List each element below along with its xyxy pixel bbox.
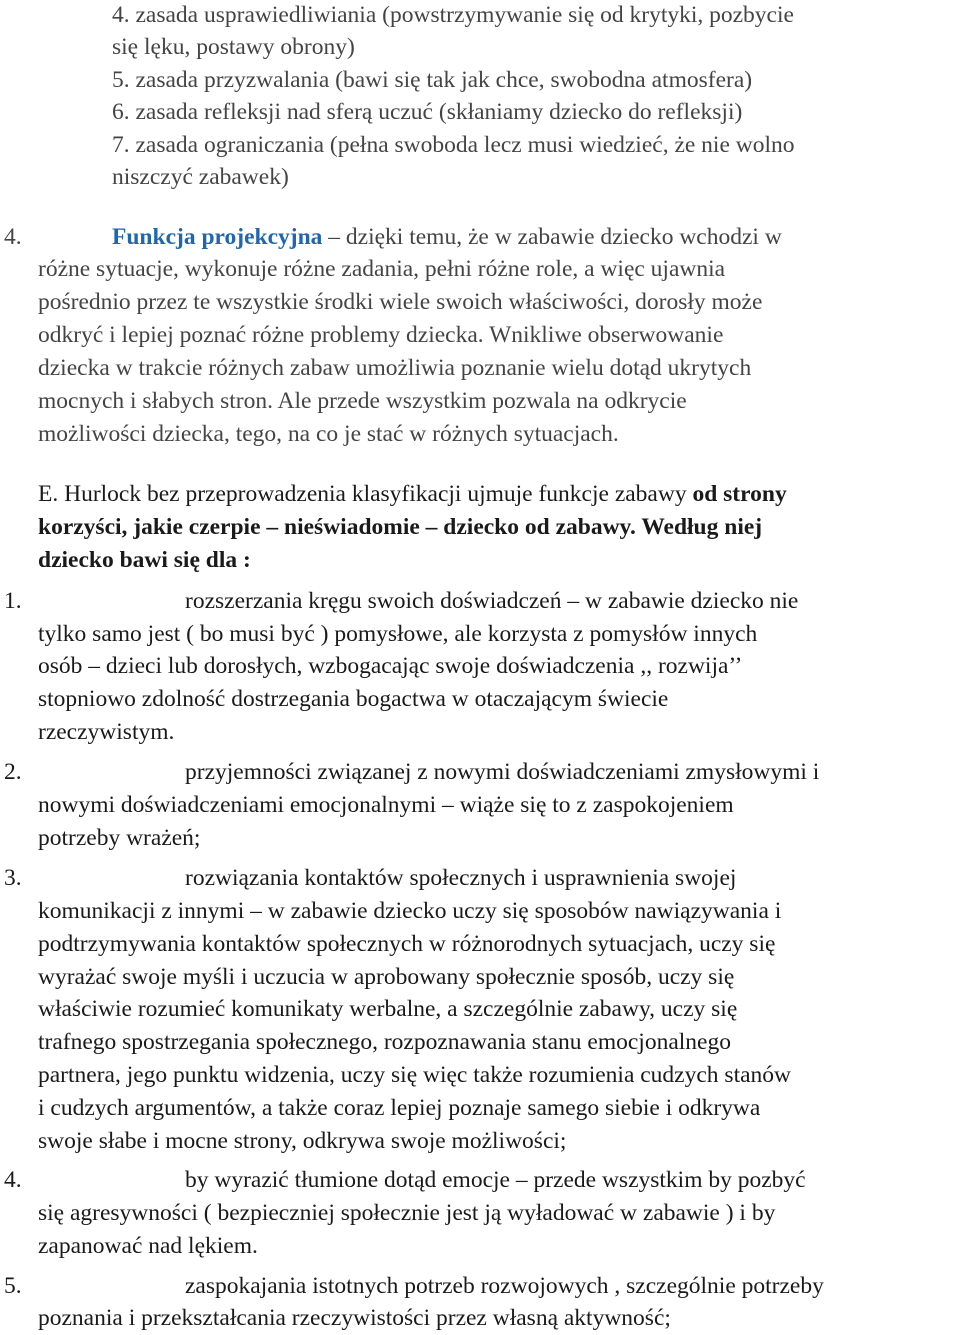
hurlock-bold-text: od strony [692,481,787,507]
hurlock-bold-text: korzyści, jakie czerpie – nieświadomie – dziecko od zabawy. Według niej [38,514,763,540]
principle-4: 4. zasada usprawiedliwiania (powstrzymywanie się od krytyki, pozbycie [112,2,794,28]
item-lead: przyjemności związanej z nowymi doświadczeniami zmysłowymi i [185,759,820,785]
section-first-line [112,221,782,254]
hurlock-line-3 [38,544,251,577]
principle-7: 7. zasada ograniczania (pełna swoboda lecz musi wiedzieć, że nie wolno [112,132,795,158]
item-line: trafnego spostrzegania społecznego, rozpoznawania stanu emocjonalnego [38,1029,731,1055]
item-line: stopniowo zdolność dostrzegania bogactwa w otaczającym świecie [38,686,669,712]
item-line: właściwie rozumieć komunikaty werbalne, a szczególnie zabawy, uczy się [38,996,738,1022]
item-number: 4. [4,1167,22,1193]
section-line: możliwości dziecka, tego, na co je stać w różnych sytuacjach. [38,421,619,447]
item-line: swoje słabe i mocne strony, odkrywa swoje możliwości; [38,1128,567,1154]
item-lead: zaspokajania istotnych potrzeb rozwojowych , szczególnie potrzeby [185,1273,824,1299]
section-first-line-text: – dzięki temu, że w zabawie dziecko wchodzi w [322,224,782,250]
section-number: 4. [4,224,22,250]
item-line: nowymi doświadczeniami emocjonalnymi – wiąże się to z zaspokojeniem [38,792,734,818]
section-line: różne sytuacje, wykonuje różne zadania, pełni różne role, a więc ujawnia [38,256,726,282]
item-line: zapanować nad lękiem. [38,1233,258,1259]
hurlock-bold-text: dziecko bawi się dla : [38,547,251,573]
hurlock-text: E. Hurlock bez przeprowadzenia klasyfikacji ujmuje funkcje zabawy [38,481,693,507]
item-line: wyrażać swoje myśli i uczucia w aprobowany społecznie sposób, uczy się [38,964,735,990]
item-line: się agresywności ( bezpieczniej społecznie jest ją wyładować w zabawie ) i by [38,1200,776,1226]
item-line: podtrzymywania kontaktów społecznych w różnorodnych sytuacjach, uczy się [38,931,776,957]
item-lead: by wyrazić tłumione dotąd emocje – przede wszystkim by pozbyć [185,1167,806,1193]
item-line: rzeczywistym. [38,719,175,745]
principle-5: 5. zasada przyzwalania (bawi się tak jak chce, swobodna atmosfera) [112,67,753,93]
item-line: poznania i przekształcania rzeczywistości przez własną aktywność; [38,1305,671,1331]
hurlock-line-1 [38,478,787,511]
item-line: osób – dzieci lub dorosłych, wzbogacając swoje doświadczenia ,, rozwija’’ [38,653,743,679]
item-line: tylko samo jest ( bo musi być ) pomysłowe, ale korzysta z pomysłów innych [38,621,758,647]
item-number: 5. [4,1273,22,1299]
section-line: pośrednio przez te wszystkie środki wiele swoich właściwości, dorosły może [38,289,763,315]
item-line: komunikacji z innymi – w zabawie dziecko uczy się sposobów nawiązywania i [38,898,782,924]
item-number: 2. [4,759,22,785]
principle-4-cont: się lęku, postawy obrony) [112,34,355,60]
item-lead: rozszerzania kręgu swoich doświadczeń – w zabawie dziecko nie [185,588,799,614]
item-line: partnera, jego punktu widzenia, uczy się więc także rozumienia cudzych stanów [38,1062,791,1088]
section-heading: Funkcja projekcyjna [112,224,323,250]
item-line: i cudzych argumentów, a także coraz lepiej poznaje samego siebie i odkrywa [38,1095,761,1121]
section-line: dziecka w trakcie różnych zabaw umożliwia poznanie wielu dotąd ukrytych [38,355,752,381]
item-lead: rozwiązania kontaktów społecznych i usprawnienia swojej [185,865,737,891]
principle-7-cont: niszczyć zabawek) [112,164,289,190]
item-line: potrzeby wrażeń; [38,825,201,851]
hurlock-line-2 [38,511,762,544]
item-number: 1. [4,588,22,614]
section-line: mocnych i słabych stron. Ale przede wszystkim pozwala na odkrycie [38,388,687,414]
item-number: 3. [4,865,22,891]
principle-6: 6. zasada refleksji nad sferą uczuć (skłaniamy dziecko do refleksji) [112,99,743,125]
section-line: odkryć i lepiej poznać różne problemy dziecka. Wnikliwe obserwowanie [38,322,724,348]
